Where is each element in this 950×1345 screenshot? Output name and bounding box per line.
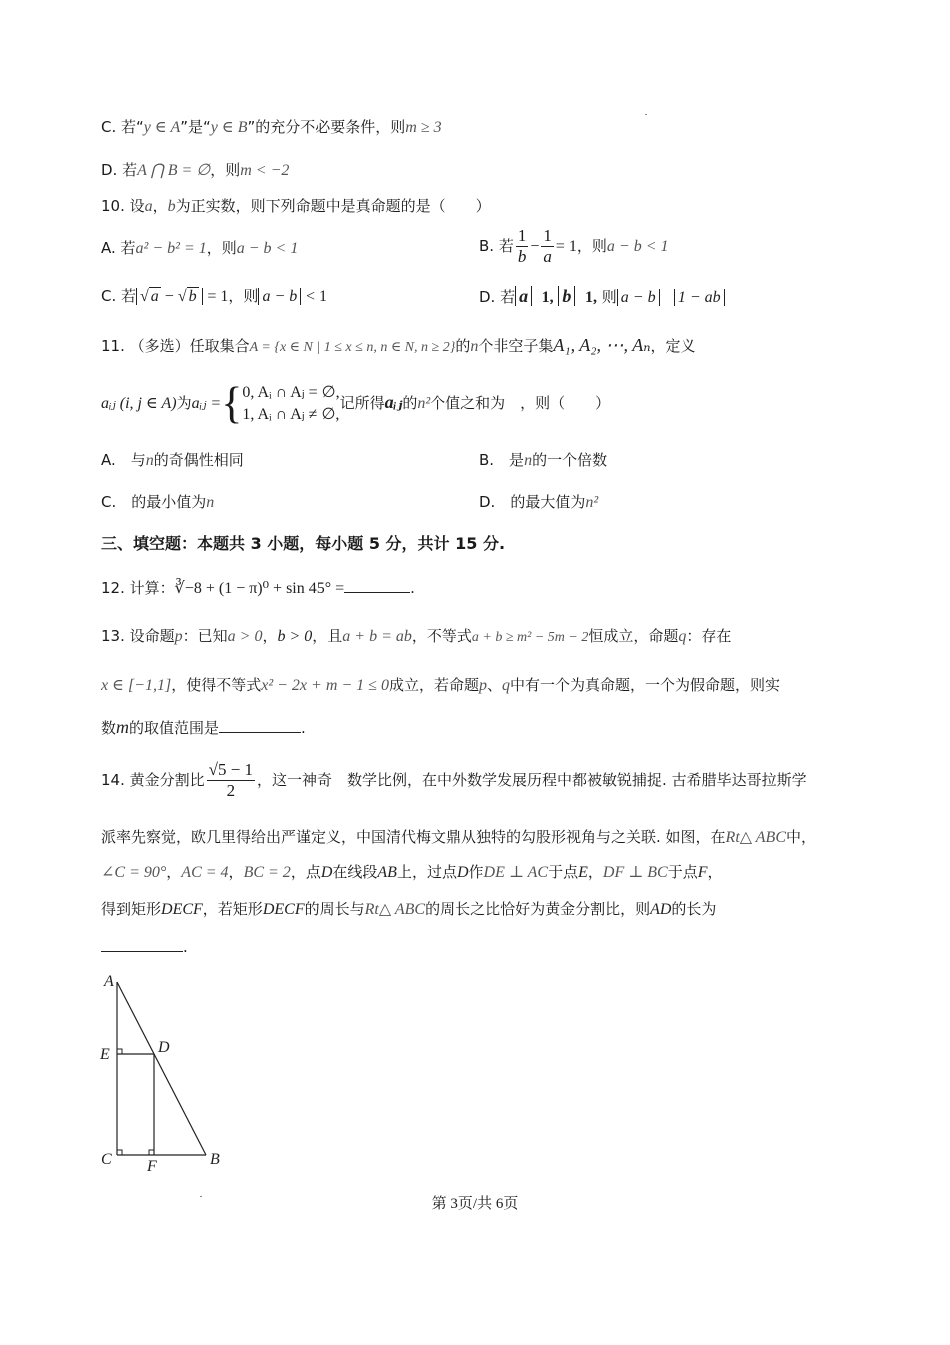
q13-l1-text-2: ：已知	[182, 627, 228, 645]
label-e: E	[100, 1046, 110, 1063]
q13-l2-q: q	[501, 677, 510, 694]
q10-c-math-2: a − b	[258, 288, 301, 305]
q13-l2-math-1: x ∈ [−1,1]	[101, 677, 172, 694]
q14-l3-math-2: AC = 4	[181, 864, 229, 881]
q13-l3-m: m	[116, 717, 130, 737]
q11-stem-text-1: 11. （多选）任取集合	[101, 337, 250, 355]
q10-b-math-2: a − b < 1	[606, 238, 669, 255]
q11-stem-text-3: 个非空子集	[478, 337, 554, 355]
q14-l3-math-3: BC = 2	[243, 864, 291, 881]
q11-def-n2: n²	[417, 395, 431, 412]
q14-l3-math-4: DE ⊥ AC	[483, 864, 549, 881]
triangle-figure	[96, 968, 236, 1178]
q9-c-math-3: m ≥ 3	[405, 119, 442, 136]
q14-l3-math-1: ∠C = 90°	[101, 864, 167, 881]
q10-d-math-1: a	[515, 286, 532, 306]
q10-c-abs: √ a − √ b	[136, 288, 203, 305]
q10-c-eq: = 1	[207, 288, 229, 305]
q13-l1-math-4: a + b ≥ m² − 5m − 2	[471, 630, 589, 645]
q10-c-text-1: C. 若	[101, 287, 137, 305]
q14-line-3	[101, 861, 723, 884]
q14-l4-AD: AD	[650, 901, 672, 918]
page-number: 第 3页/共 6页	[431, 1196, 519, 1212]
q14-l3-text-1: ，点	[290, 863, 321, 881]
q10-stem-text-1: 10. 设	[101, 197, 145, 215]
side-ab	[117, 982, 206, 1155]
q14-l3-AB: AB	[377, 864, 397, 881]
q13-l3-text-1: 数	[101, 719, 117, 737]
q11-def-text-4: 个值之和为 ，则（ ）	[430, 394, 611, 412]
q14-l4-text-5: 的长为	[671, 900, 717, 918]
q11-b-text-1: B. 是	[479, 451, 525, 469]
q10-c-lt: < 1	[306, 288, 328, 305]
q14-line-2	[101, 826, 816, 849]
q12-text-1: 12. 计算：	[101, 579, 175, 597]
q11-a-text-1: A. 与	[101, 451, 146, 469]
q13-l1-math-3: a + b = ab	[342, 628, 412, 645]
q14-l2-math: Rt△ ABC	[725, 829, 786, 846]
q10-b-text-2: ，则	[576, 237, 607, 255]
q14-l3-sep-3: ，	[587, 863, 603, 881]
q9-c-text-2: ”是“	[180, 118, 211, 136]
label-a: A	[104, 973, 114, 990]
q11-d-text-1: D. 的最大值为	[479, 493, 586, 511]
q14-l3-text-3: 上，过点	[396, 863, 457, 881]
q14-l3-sep-4: ，	[707, 863, 723, 881]
q10-d-math-3: a − b	[617, 289, 660, 306]
q14-l3-sep-1: ，	[166, 863, 182, 881]
q13-l2-text-3: 、	[486, 676, 502, 694]
q14-l3-text-5: 于点	[548, 863, 579, 881]
q10-b-text-1: B. 若	[479, 237, 514, 255]
q13-l1-text-3: ，	[262, 627, 278, 645]
q10-a-text-1: A. 若	[101, 239, 136, 257]
label-b: B	[210, 1151, 220, 1168]
q11-option-a	[101, 449, 244, 472]
q10-c-text-2: ，则	[228, 287, 259, 305]
q11-c-n: n	[206, 494, 215, 511]
q9-c-math-1: y ∈ A	[143, 119, 181, 136]
q10-a-text-2: ，则	[206, 239, 237, 257]
q11-n: n	[470, 338, 479, 355]
q13-answer-blank	[219, 718, 301, 733]
q10-var-b: b	[167, 198, 176, 215]
q10-b-frac-2: $\frac{1}{a}$	[543, 226, 552, 266]
q11-b-n: n	[524, 452, 533, 469]
q12-answer-blank	[344, 578, 410, 593]
q14-l4-math: Rt△ ABC	[364, 901, 426, 918]
q11-stem-text-2: 的	[455, 337, 471, 355]
q14-answer-blank	[101, 937, 183, 952]
q13-l1-text-7: ：存在	[686, 627, 732, 645]
q11-option-c	[101, 491, 214, 514]
q11-set: A = {x ∈ N | 1 ≤ x ≤ n, n ∈ N, n ≥ 2}	[249, 340, 456, 355]
q10-a-math-2: a − b < 1	[236, 240, 299, 257]
q14-l4-rect-1: DECF	[161, 901, 203, 918]
q13-l2-text-4: 中有一个为真命题，一个为假命题，则实	[509, 676, 780, 694]
q10-option-b	[479, 226, 669, 267]
q9-c-math-2: y ∈ B	[210, 119, 248, 136]
scan-speck	[645, 114, 647, 115]
q14-l3-sep-2: ，	[228, 863, 244, 881]
q14-l4-text-3: 的周长与	[304, 900, 365, 918]
q14-golden-ratio: $\frac{√5 - 1}{2}$	[208, 760, 254, 800]
q14-l3-D: D	[320, 864, 333, 881]
q12-text-2: .	[410, 579, 415, 597]
q14-l3-D2: D	[456, 864, 469, 881]
q13-l1-math-2: b > 0	[277, 628, 313, 645]
q13-p: p	[174, 628, 183, 645]
q14-l3-E: E	[578, 864, 588, 881]
q13-l2-math-2: x² − 2x + m − 1 ≤ 0	[261, 677, 389, 694]
q10-option-a	[101, 237, 298, 260]
q14-line-5	[101, 936, 188, 958]
q11-option-b	[479, 449, 607, 472]
label-c: C	[101, 1151, 112, 1168]
q11-def-text-3: 的	[402, 394, 418, 412]
q13-line-2	[101, 674, 780, 697]
q11-stem-text-4: ，定义	[650, 337, 696, 355]
q10-d-val-1: 1,	[541, 289, 554, 306]
label-d: D	[158, 1039, 170, 1056]
q10-stem	[101, 195, 491, 218]
q14-l3-F: F	[697, 864, 708, 881]
q14-l2-text: 派率先察觉，欧几里得给出严谨定义，中国清代梅文鼎从独特的勾股形视角与之关联. 如图，在	[101, 828, 726, 846]
q13-l2-text-2: 成立，若命题	[388, 676, 479, 694]
q13-l1-text-6: 恒成立，命题	[588, 627, 679, 645]
q9-option-d	[101, 159, 289, 182]
q11-a-text-2: 的奇偶性相同	[153, 451, 244, 469]
q14-l2-end: 中，	[786, 828, 817, 846]
q14-l4-text-2: ，若矩形	[202, 900, 263, 918]
q13-l2-text-1: ，使得不等式	[171, 676, 262, 694]
q10-var-a: a	[144, 198, 153, 215]
q14-l3-text-6: 于点	[667, 863, 698, 881]
q11-a-n: n	[145, 452, 154, 469]
q11-def-text-2: 记所得	[339, 394, 385, 412]
q13-line-1	[101, 625, 731, 649]
q10-b-minus: −	[530, 238, 540, 255]
q14-l4-text-4: 的周长之比恰好为黄金分割比，则	[425, 900, 651, 918]
q14-l4-text-1: 得到矩形	[101, 900, 162, 918]
q13-line-3	[101, 716, 306, 739]
q14-l1-text-2: ，这一神奇 数学比例，在中外数学发展历程中都被敏锐捕捉. 古希腊毕达哥拉斯学	[257, 771, 807, 789]
q14-l5-end: .	[183, 938, 188, 956]
q11-cases: { 0, Aᵢ ∩ Aⱼ = ∅, 1, Aᵢ ∩ Aⱼ ≠ ∅,	[221, 378, 340, 428]
q12-expr: ∛−8 + (1 − π)⁰ + sin 45° =	[174, 580, 345, 597]
q10-option-d	[479, 285, 725, 309]
q11-def-var: aᵢⱼ =	[191, 395, 222, 412]
right-angle-mark-e	[117, 1049, 122, 1054]
q13-l1-text-1: 13. 设命题	[101, 627, 175, 645]
q13-l1-math-1: a > 0	[227, 628, 263, 645]
label-f: F	[147, 1158, 157, 1175]
q11-stem	[101, 334, 696, 359]
q11-def-lhs: aᵢⱼ (i, j ∈ A)	[101, 395, 177, 412]
q12	[101, 577, 415, 600]
q10-b-eq: = 1	[555, 238, 577, 255]
q9-option-c	[101, 116, 442, 139]
q14-l3-math-5: DF ⊥ BC	[602, 864, 668, 881]
q11-d-n: n²	[585, 494, 599, 511]
q10-d-text-1: D. 若	[479, 288, 516, 306]
q13-l3-text-2: 的取值范围是	[129, 719, 220, 737]
q10-stem-text-2: 为正实数，则下列命题中是真命题的是（ ）	[175, 197, 491, 215]
q10-d-text-2: 则	[601, 288, 617, 306]
q13-l3-end: .	[301, 719, 306, 737]
q11-b-text-2: 的一个倍数	[532, 451, 608, 469]
q13-l1-text-4: ，且	[312, 627, 343, 645]
q14-line-4	[101, 898, 716, 921]
q11-subsets: A₁, A₂, ⋯, Aₙ	[553, 335, 651, 355]
q10-option-c	[101, 285, 327, 308]
q11-c-text-1: C. 的最小值为	[101, 493, 207, 511]
right-angle-mark-f	[149, 1150, 154, 1155]
q13-l1-text-5: ，不等式	[411, 627, 472, 645]
q14-l4-rect-2: DECF	[262, 901, 305, 918]
q9-d-math-1: A ⋂ B = ∅	[137, 162, 211, 179]
q10-comma: ，	[152, 197, 168, 215]
q10-d-val-2: 1,	[584, 289, 597, 306]
q10-b-frac-1: $\frac{1}{b}$	[517, 226, 527, 266]
q11-def-aij: aᵢⱼ	[384, 392, 403, 412]
section-3-title: 三、填空题：本题共 3 小题，每小题 5 分，共计 15 分.	[101, 534, 506, 553]
q9-c-text-1: C. 若“	[101, 118, 144, 136]
q11-def-text-1: 为	[176, 394, 192, 412]
right-angle-mark-c	[117, 1150, 122, 1155]
q11-definition	[101, 380, 610, 426]
q14-l3-text-4: 作	[468, 863, 484, 881]
q10-a-math-1: a² − b² = 1	[135, 240, 207, 257]
q9-d-text-2: ，则	[210, 161, 241, 179]
q14-l1-text-1: 14. 黄金分割比	[101, 771, 205, 789]
q13-q: q	[678, 628, 687, 645]
q9-c-text-3: ”的充分不必要条件，则	[247, 118, 406, 136]
q11-option-d	[479, 491, 598, 514]
q9-d-text-1: D. 若	[101, 161, 138, 179]
q14-l3-text-2: 在线段	[332, 863, 378, 881]
q13-l2-p: p	[478, 677, 487, 694]
q10-d-math-4: 1 − ab	[674, 289, 725, 306]
q9-d-math-2: m < −2	[240, 162, 290, 179]
q14-line-1	[101, 760, 807, 801]
q10-d-math-2: b	[558, 286, 575, 306]
